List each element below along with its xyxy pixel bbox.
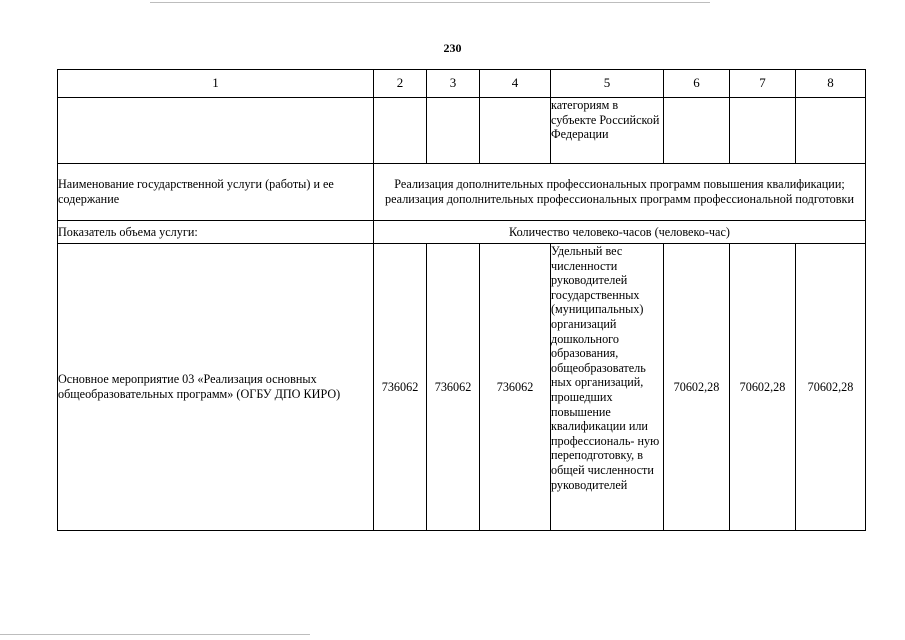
scan-artifact-bottom: [0, 634, 310, 635]
service-name-label: Наименование государственной услуги (работы) и ее содержание: [58, 164, 374, 221]
table-row-service-name: [58, 164, 866, 221]
cell-empty: [427, 98, 480, 164]
main-event-col3: 736062: [427, 244, 480, 531]
header-row: [58, 70, 866, 98]
column-header-1: 1: [58, 70, 374, 98]
column-header-7: 7: [730, 70, 796, 98]
column-header-4: 4: [480, 70, 551, 98]
main-event-col6: 70602,28: [664, 244, 730, 531]
cell-empty: [374, 98, 427, 164]
main-event-col2: 736062: [374, 244, 427, 531]
scan-artifact-top: [150, 2, 710, 3]
cell-indicator-continued: категориям в субъекте Российской Федерации: [551, 98, 664, 164]
main-event-col8: 70602,28: [796, 244, 866, 531]
main-event-indicator: Удельный вес численности руководителей государственных (муниципальных) организаций дошкольного образования, общеобразователь ных организаций, прошедших повышение квалификации или профессиональ- ную переподготовку, в общей численности руководителей: [551, 244, 664, 531]
main-event-col7: 70602,28: [730, 244, 796, 531]
column-header-8: 8: [796, 70, 866, 98]
table-row-volume-indicator: [58, 221, 866, 244]
volume-indicator-value: Количество человеко-часов (человеко-час): [374, 221, 866, 244]
cell-empty: [480, 98, 551, 164]
cell-empty: [58, 98, 374, 164]
cell-empty: [664, 98, 730, 164]
column-header-3: 3: [427, 70, 480, 98]
column-header-6: 6: [664, 70, 730, 98]
volume-indicator-label: Показатель объема услуги:: [58, 221, 374, 244]
column-header-5: 5: [551, 70, 664, 98]
column-header-2: 2: [374, 70, 427, 98]
main-event-col4: 736062: [480, 244, 551, 531]
table-row-main-event: [58, 244, 866, 531]
cell-empty: [730, 98, 796, 164]
page-number: 230: [443, 41, 462, 55]
main-event-label: Основное мероприятие 03 «Реализация основных общеобразовательных программ» (ОГБУ ДПО КИРО): [58, 244, 374, 531]
table-row-continued: [58, 98, 866, 164]
data-table: [57, 69, 866, 531]
cell-empty: [796, 98, 866, 164]
service-name-value: Реализация дополнительных профессиональных программ повышения квалификации; реализация дополнительных профессиональных программ профессиональной подготовки: [374, 164, 866, 221]
